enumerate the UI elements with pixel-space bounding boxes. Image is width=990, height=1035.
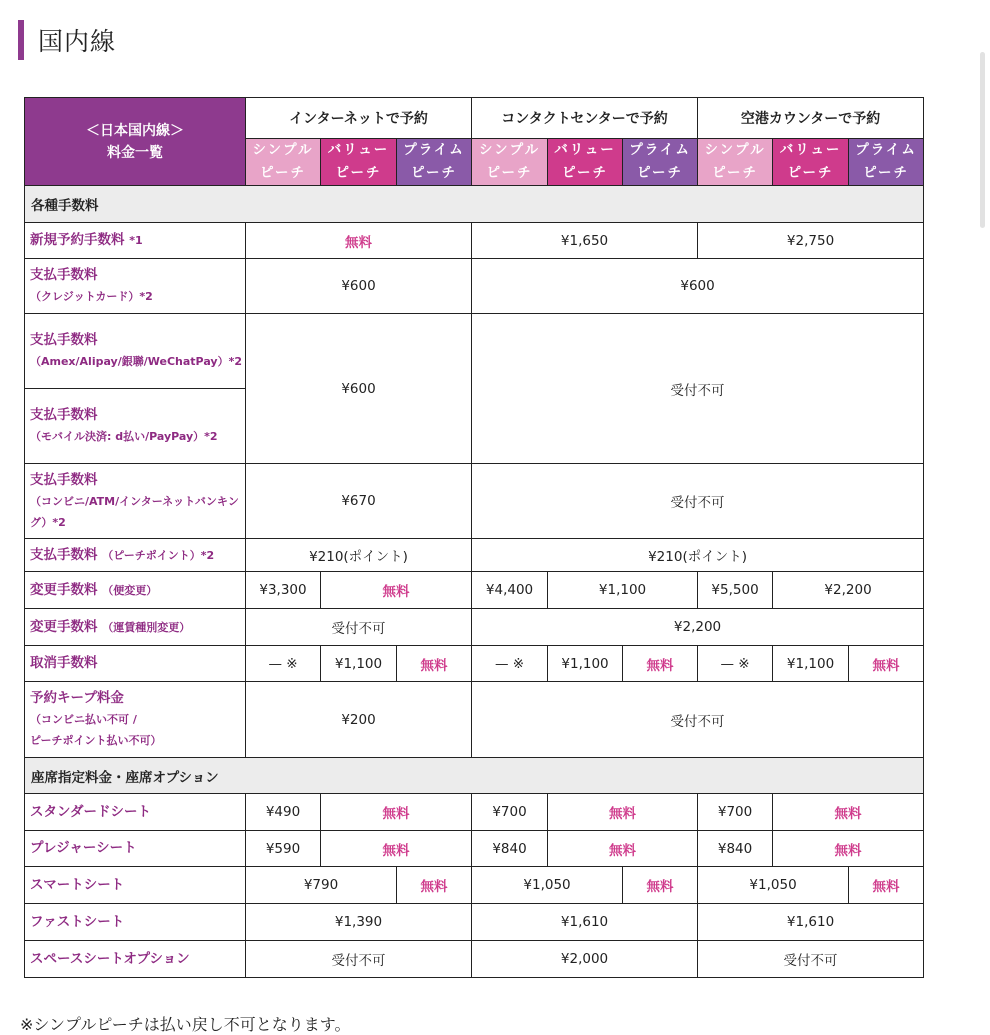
row-label-standard-seat: スタンダードシート: [25, 794, 246, 831]
table-row: [25, 831, 924, 867]
channel-header-airport: 空港カウンターで予約: [698, 98, 924, 139]
cell-value: ¥590: [246, 831, 321, 867]
row-label-smart-seat: スマートシート: [25, 867, 246, 904]
cell-value: ¥700: [698, 794, 773, 831]
row-label-booking-keep: 予約キープ料金 （コンビニ払い不可 / ピーチポイント払い不可）: [25, 682, 246, 758]
row-label-cancel: 取消手数料: [25, 646, 246, 682]
row-label-payment-convenience: 支払手数料 （コンビニ/ATM/インターネットバンキング）*2: [25, 464, 246, 539]
heading-accent-bar: [18, 20, 24, 60]
cell-value: 受付不可: [472, 464, 924, 539]
section-title: 座席指定料金・座席オプション: [25, 758, 924, 794]
plan-header-value: バリュー ピーチ: [773, 139, 849, 186]
cell-value: — ※: [698, 646, 773, 682]
cell-value: ¥700: [472, 794, 548, 831]
cell-value: ¥600: [246, 314, 472, 464]
scrollbar-thumb[interactable]: [980, 52, 985, 228]
plan-header-simple: シンプル ピーチ: [246, 139, 321, 186]
cell-value: 無料: [623, 646, 698, 682]
table-corner-header: ＜日本国内線＞ 料金一覧: [25, 98, 246, 186]
cell-value: ¥600: [472, 259, 924, 314]
row-label-payment-credit-card: 支払手数料 （クレジットカード）*2: [25, 259, 246, 314]
table-row: [25, 314, 924, 389]
cell-value: 無料: [397, 646, 472, 682]
header-row-channels: [25, 98, 924, 139]
section-title: 各種手数料: [25, 186, 924, 223]
cell-value: ¥1,610: [472, 904, 698, 941]
heading-title: 国内線: [38, 27, 117, 56]
table-row: [25, 223, 924, 259]
cell-value: ¥1,050: [472, 867, 623, 904]
cell-value: 無料: [849, 867, 924, 904]
cell-value: ¥2,200: [773, 572, 924, 609]
cell-value: ¥200: [246, 682, 472, 758]
table-row: [25, 682, 924, 758]
cell-value: 無料: [548, 831, 698, 867]
plan-header-prime: プライム ピーチ: [397, 139, 472, 186]
row-label-payment-points: 支払手数料 （ピーチポイント）*2: [25, 539, 246, 572]
cell-value: — ※: [472, 646, 548, 682]
section-row-fees: [25, 186, 924, 223]
section-heading: [18, 20, 116, 60]
cell-value: 無料: [849, 646, 924, 682]
cell-value: ¥5,500: [698, 572, 773, 609]
table-row: [25, 539, 924, 572]
plan-header-prime: プライム ピーチ: [849, 139, 924, 186]
cell-value: ¥2,000: [472, 941, 698, 978]
cell-value: ¥600: [246, 259, 472, 314]
plan-header-value: バリュー ピーチ: [548, 139, 623, 186]
table-row: [25, 259, 924, 314]
channel-header-internet: インターネットで予約: [246, 98, 472, 139]
cell-value: 受付不可: [472, 314, 924, 464]
table-row: [25, 794, 924, 831]
cell-value: ¥840: [472, 831, 548, 867]
cell-value: ¥2,750: [698, 223, 924, 259]
cell-value: ¥1,050: [698, 867, 849, 904]
cell-value: 無料: [321, 831, 472, 867]
table-row: [25, 904, 924, 941]
cell-value: 無料: [321, 794, 472, 831]
row-label-change-fare: 変更手数料 （運賃種別変更）: [25, 609, 246, 646]
plan-header-simple: シンプル ピーチ: [698, 139, 773, 186]
cell-value: 受付不可: [472, 682, 924, 758]
channel-header-contact-center: コンタクトセンターで予約: [472, 98, 698, 139]
table-row: [25, 941, 924, 978]
cell-value: 無料: [321, 572, 472, 609]
table-row: [25, 646, 924, 682]
table-row: [25, 572, 924, 609]
cell-value: ¥1,100: [321, 646, 397, 682]
cell-value: 無料: [246, 223, 472, 259]
section-row-seats: [25, 758, 924, 794]
cell-value: ¥790: [246, 867, 397, 904]
row-label-fast-seat: ファストシート: [25, 904, 246, 941]
cell-value: ¥3,300: [246, 572, 321, 609]
table-row: [25, 867, 924, 904]
cell-value: ¥210(ポイント): [246, 539, 472, 572]
cell-value: ¥4,400: [472, 572, 548, 609]
cell-value: ¥210(ポイント): [472, 539, 924, 572]
row-label-payment-mobile: 支払手数料 （モバイル決済: d払い/PayPay）*2: [25, 389, 246, 464]
cell-value: ¥1,100: [548, 646, 623, 682]
cell-value: — ※: [246, 646, 321, 682]
cell-value: 受付不可: [246, 609, 472, 646]
table-row: [25, 464, 924, 539]
row-label-pleasure-seat: プレジャーシート: [25, 831, 246, 867]
cell-value: ¥1,100: [773, 646, 849, 682]
footnote: ※シンプルピーチは払い戻し不可となります。: [20, 1015, 351, 1034]
cell-value: ¥1,650: [472, 223, 698, 259]
cell-value: ¥1,100: [548, 572, 698, 609]
plan-header-prime: プライム ピーチ: [623, 139, 698, 186]
cell-value: 無料: [548, 794, 698, 831]
cell-value: 受付不可: [246, 941, 472, 978]
plan-header-value: バリュー ピーチ: [321, 139, 397, 186]
cell-value: 無料: [397, 867, 472, 904]
cell-value: ¥490: [246, 794, 321, 831]
cell-value: 無料: [773, 794, 924, 831]
cell-value: ¥2,200: [472, 609, 924, 646]
row-label-payment-amex: 支払手数料 （Amex/Alipay/銀聯/WeChatPay）*2: [25, 314, 246, 389]
cell-value: ¥1,390: [246, 904, 472, 941]
cell-value: 無料: [773, 831, 924, 867]
table-row: [25, 609, 924, 646]
cell-value: 受付不可: [698, 941, 924, 978]
cell-value: ¥670: [246, 464, 472, 539]
cell-value: ¥840: [698, 831, 773, 867]
row-label-space-seat-option: スペースシートオプション: [25, 941, 246, 978]
plan-header-simple: シンプル ピーチ: [472, 139, 548, 186]
row-label-new-booking: 新規予約手数料 *1: [25, 223, 246, 259]
cell-value: 無料: [623, 867, 698, 904]
row-label-change-flight: 変更手数料 （便変更）: [25, 572, 246, 609]
cell-value: ¥1,610: [698, 904, 924, 941]
fee-table: [24, 97, 924, 978]
